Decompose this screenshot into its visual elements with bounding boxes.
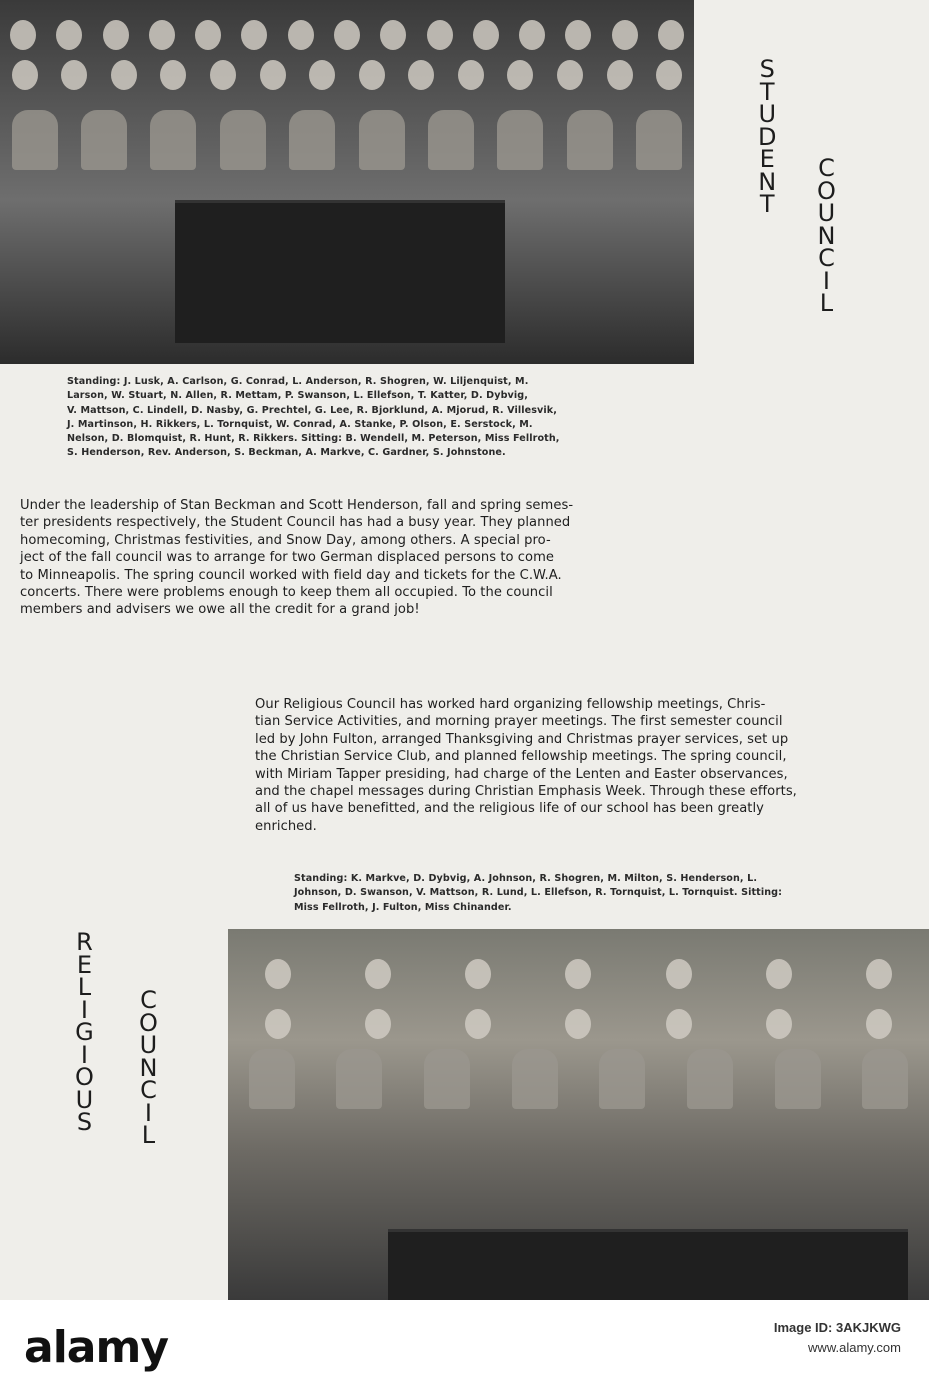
title-letter: T — [759, 77, 775, 106]
title-letter: I — [822, 266, 830, 295]
paragraph-line: all of us have benefitted, and the religious life of our school has been greatly — [255, 801, 764, 817]
photo-middle-row — [228, 1009, 929, 1039]
council-title-word — [817, 154, 836, 317]
paragraph-line: enriched. — [255, 818, 317, 834]
caption-line: Standing: K. Markve, D. Dybvig, A. Johnson, R. Shogren, M. Milton, S. Henderson, L. — [294, 873, 758, 884]
title-letter: S — [76, 1108, 93, 1136]
caption-line: Miss Fellroth, J. Fulton, Miss Chinander. — [294, 901, 512, 913]
caption-line: S. Henderson, Rev. Anderson, S. Beckman, A. Markve, C. Gardner, S. Johnstone. — [67, 447, 506, 459]
photo-middle-row — [0, 60, 694, 90]
title-letter: D — [758, 122, 777, 151]
title-letter: L — [819, 289, 834, 317]
title-letter: U — [758, 100, 777, 128]
title-letter: C — [818, 244, 835, 272]
title-letter: U — [139, 1031, 158, 1059]
photo-desk — [175, 200, 505, 343]
title-letter: S — [759, 55, 775, 83]
title-letter: O — [75, 1063, 94, 1091]
title-letter: C — [818, 154, 835, 182]
site-url[interactable]: www.alamy.com — [808, 1340, 901, 1355]
title-letter: N — [139, 1053, 158, 1082]
paragraph-line: the Christian Service Club, and planned fellowship meetings. The spring council, — [255, 749, 787, 765]
title-letter: I — [80, 995, 88, 1024]
student-title-word — [758, 55, 777, 218]
paragraph-line: homecoming, Christmas festivities, and Snow Day, among others. A special pro- — [20, 532, 551, 548]
caption-line: Nelson, D. Blomquist, R. Hunt, R. Rikkers. Sitting: B. Wendell, M. Peterson, Miss Fellroth, — [67, 433, 560, 445]
paragraph-line: members and advisers we owe all the credit for a grand job! — [20, 602, 420, 618]
paragraph-line: Under the leadership of Stan Beckman and Scott Henderson, fall and spring semes- — [20, 498, 574, 513]
religious-council-title-word — [139, 986, 158, 1149]
title-letter: N — [758, 167, 777, 196]
religious-title-word — [75, 928, 94, 1136]
title-letter: I — [80, 1040, 88, 1069]
title-letter: O — [139, 1008, 158, 1037]
title-letter: O — [817, 176, 836, 205]
title-letter: U — [75, 1085, 94, 1114]
title-letter: G — [75, 1018, 94, 1046]
title-letter: C — [140, 986, 157, 1014]
title-letter: U — [817, 199, 836, 227]
alamy-logo[interactable]: alamy — [24, 1322, 168, 1373]
caption-line: Larson, W. Stuart, N. Allen, R. Mettam, P. Swanson, L. Ellefson, T. Katter, D. Dybvig, — [67, 390, 529, 402]
paragraph-line: ject of the fall council was to arrange for two German displaced persons to come — [20, 550, 555, 566]
student-council-photo — [0, 0, 694, 364]
paragraph-line: led by John Fulton, arranged Thanksgiving and Christmas prayer services, set up — [255, 731, 789, 747]
paragraph-line: tian Service Activities, and morning prayer meetings. The first semester council — [255, 714, 783, 730]
title-letter: T — [759, 190, 775, 218]
photo-back-row — [0, 20, 694, 50]
caption-line: Johnson, D. Swanson, V. Mattson, R. Lund, L. Ellefson, R. Tornquist, L. Tornquist. Sitting: — [294, 887, 783, 899]
image-id: Image ID: 3AKJKWG — [773, 1320, 901, 1335]
caption-line: J. Martinson, H. Rikkers, L. Tornquist, W. Conrad, A. Stanke, P. Olson, E. Serstock, M. — [67, 418, 533, 430]
title-letter: I — [144, 1098, 152, 1127]
title-letter: L — [77, 973, 92, 1001]
stock-footer — [0, 1300, 929, 1390]
photo-desk — [388, 1229, 908, 1300]
title-letter: E — [76, 950, 93, 979]
religious-council-photo — [228, 929, 929, 1300]
photo-front-row — [0, 110, 694, 170]
paragraph-line: with Miriam Tapper presiding, had charge of the Lenten and Easter observances, — [255, 766, 788, 782]
photo-back-row — [228, 959, 929, 989]
title-letter: N — [817, 221, 836, 250]
paragraph-line: Our Religious Council has worked hard organizing fellowship meetings, Chris- — [255, 697, 766, 712]
paragraph-line: to Minneapolis. The spring council worked with field day and tickets for the C.W.A. — [20, 567, 562, 583]
photo-front-row — [228, 1049, 929, 1109]
paragraph-line: and the chapel messages during Christian Emphasis Week. Through these efforts, — [255, 784, 797, 800]
title-letter: E — [759, 145, 775, 173]
student-council-paragraph — [20, 497, 660, 619]
religious-council-paragraph — [255, 696, 895, 835]
student-council-caption — [67, 375, 627, 461]
title-letter: L — [141, 1121, 156, 1149]
religious-council-caption — [294, 872, 854, 915]
title-letter: C — [140, 1076, 157, 1104]
footer-info — [774, 1318, 901, 1358]
caption-line: Standing: J. Lusk, A. Carlson, G. Conrad, L. Anderson, R. Shogren, W. Liljenquist, M. — [67, 376, 529, 387]
title-letter: R — [76, 928, 93, 956]
paragraph-line: concerts. There were problems enough to keep them all occupied. To the council — [20, 585, 553, 601]
paragraph-line: ter presidents respectively, the Student Council has had a busy year. They planned — [20, 515, 571, 531]
caption-line: V. Mattson, C. Lindell, D. Nasby, G. Prechtel, G. Lee, R. Bjorklund, A. Mjorud, R. Villesvik, — [67, 404, 558, 416]
